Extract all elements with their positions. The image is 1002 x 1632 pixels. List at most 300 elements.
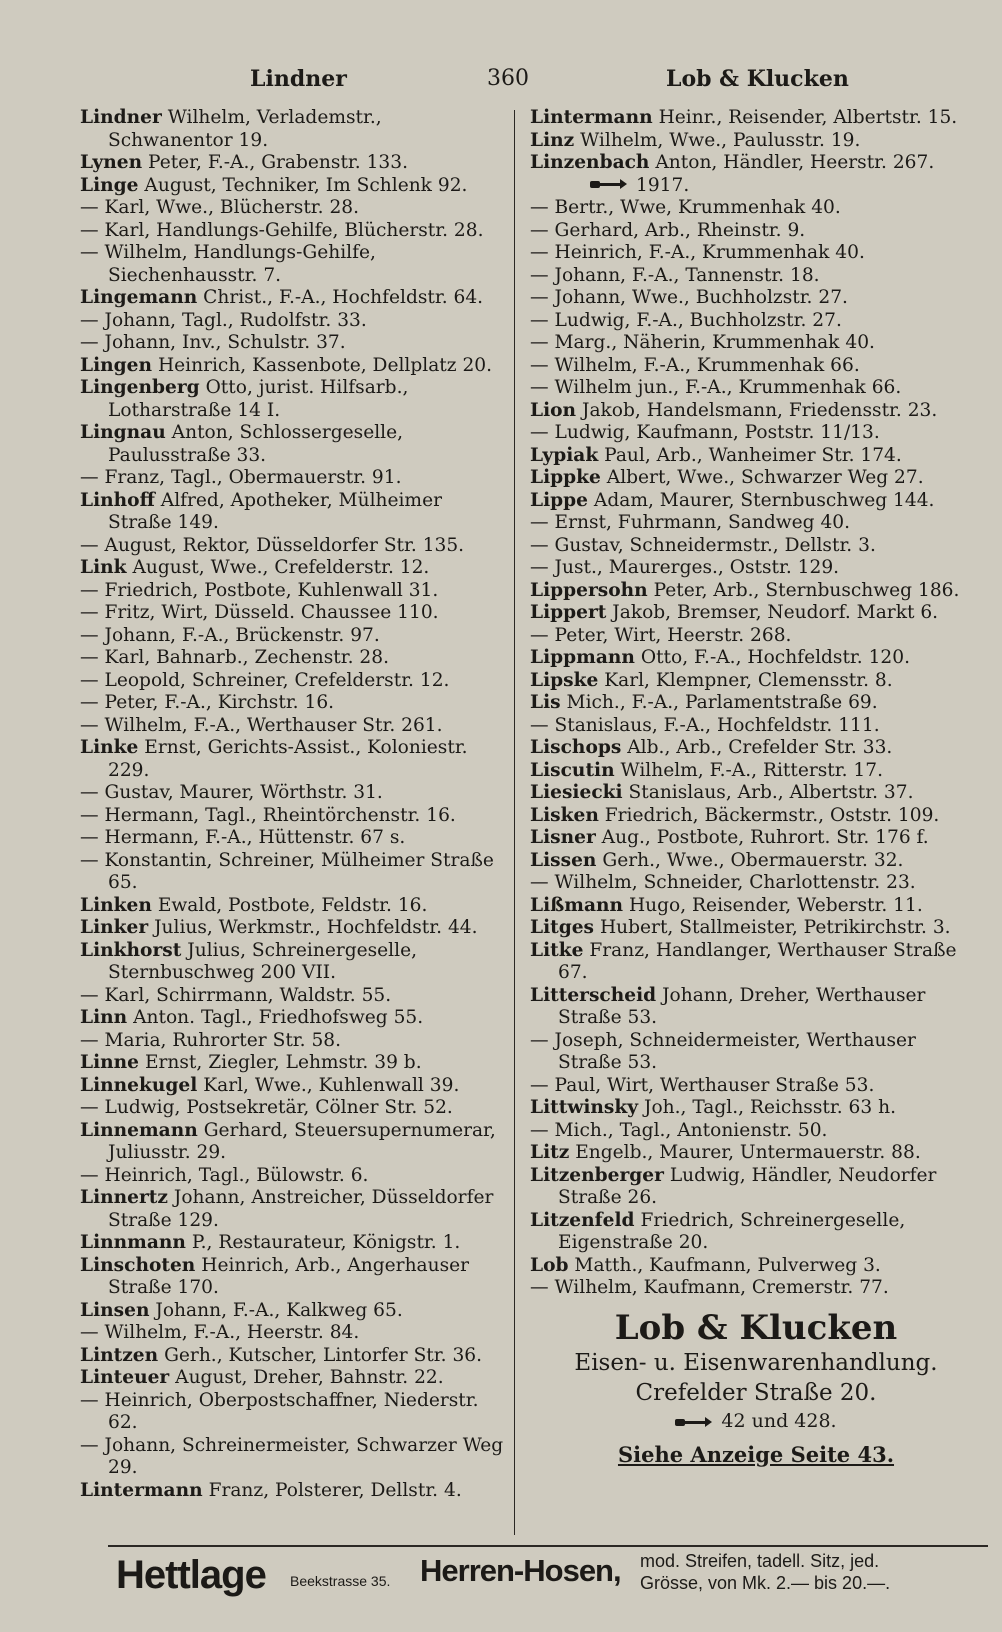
entry-surname: Linge: [80, 174, 139, 196]
entry-details: Wilhelm, F.-A., Heerstr. 84.: [104, 1322, 360, 1343]
entry-details: Christ., F.-A., Hochfeldstr. 64.: [203, 287, 484, 308]
ditto-dash: —: [80, 692, 99, 713]
header-right-keyword: Lob & Klucken: [666, 66, 849, 92]
directory-entry: [80, 1390, 510, 1435]
entry-surname: Linker: [80, 917, 149, 938]
entry-details: Johann, F.-A., Tannenstr. 18.: [554, 264, 820, 286]
entry-details: Wilhelm jun., F.-A., Krummenhak 66.: [554, 377, 902, 398]
entry-details: Johann, F.-A., Kalkweg 65.: [155, 1299, 403, 1321]
directory-entry: [80, 580, 510, 603]
directory-entry: [530, 917, 982, 940]
directory-entry: [530, 805, 982, 828]
entry-surname: Linnekugel: [80, 1074, 198, 1096]
directory-entry: [530, 467, 982, 490]
ad-line-2: Crefelder Straße 20.: [635, 1379, 877, 1406]
entry-details: Leopold, Schreiner, Crefelderstr. 12.: [104, 669, 450, 691]
ditto-dash: —: [80, 849, 99, 871]
entry-details: Stanislaus, Arb., Albertstr. 37.: [628, 782, 914, 803]
entry-details: Maria, Ruhrorter Str. 58.: [104, 1029, 342, 1051]
entry-surname: Lintermann: [530, 107, 653, 128]
directory-entry: [80, 1120, 510, 1165]
directory-entry: [530, 1210, 982, 1255]
entry-details: Friedrich, Schreinergeselle, Eigenstraße 20.: [558, 1209, 906, 1253]
directory-entry: [80, 647, 510, 670]
directory-entry: [80, 1480, 510, 1503]
directory-entry: [80, 197, 510, 220]
entry-details: Heinrich, Kassenbote, Dellplatz 20.: [157, 354, 493, 376]
directory-entry: [530, 332, 982, 355]
entry-details: Adam, Maurer, Sternbuschweg 144.: [593, 489, 935, 511]
ditto-dash: —: [80, 242, 99, 263]
entry-surname: Lis: [530, 692, 561, 713]
entry-surname: Lisken: [530, 804, 599, 826]
entry-details: Peter, F.-A., Grabenstr. 133.: [148, 152, 408, 173]
entry-details: Heinrich, Oberpostschaffner, Niederstr. 62.: [104, 1389, 479, 1433]
entry-details: Bertr., Wwe, Krummenhak 40.: [554, 197, 841, 218]
directory-entry: [80, 1097, 510, 1120]
directory-entry: [530, 310, 982, 333]
entry-surname: Lißmann: [530, 894, 624, 916]
entry-details: Wilhelm, Wwe., Paulusstr. 19.: [580, 129, 861, 151]
ditto-dash: —: [530, 354, 549, 376]
telephone-icon: [590, 177, 628, 191]
directory-entry: [80, 1322, 510, 1345]
entry-surname: Linhoff: [80, 489, 155, 511]
directory-entry: [530, 715, 982, 738]
directory-entry: [530, 872, 982, 895]
entry-details: Ewald, Postbote, Feldstr. 16.: [157, 894, 428, 916]
entry-details: Ludwig, Händler, Neudorfer Straße 26.: [558, 1164, 937, 1208]
entry-details: Franz, Handlanger, Werthauser Straße 67.: [558, 939, 957, 983]
entry-details: Otto, F.-A., Hochfeldstr. 120.: [640, 647, 911, 668]
ditto-dash: —: [530, 309, 549, 331]
entry-surname: Lingenberg: [80, 377, 200, 398]
entry-details: Heinrich, Arb., Angerhauser Straße 170.: [108, 1254, 470, 1298]
entry-details: Ernst, Ziegler, Lehmstr. 39 b.: [144, 1052, 422, 1073]
directory-entry: [80, 1075, 510, 1098]
entry-surname: Linteuer: [80, 1367, 170, 1388]
directory-entry: [530, 512, 982, 535]
entry-details: Just., Maurerges., Oststr. 129.: [554, 557, 840, 578]
entry-details: Anton. Tagl., Friedhofsweg 55.: [133, 1007, 424, 1028]
entry-details: Wilhelm, Verlademstr., Schwanentor 19.: [108, 107, 382, 151]
header-left-keyword: Lindner: [250, 66, 347, 92]
entry-surname: Litke: [530, 939, 584, 961]
entry-surname: Litz: [530, 1142, 570, 1163]
entry-surname: Linzenbach: [530, 152, 650, 173]
footer-product: Herren-Hosen,: [420, 1553, 621, 1588]
directory-entry: [530, 377, 982, 400]
entry-surname: Lipske: [530, 669, 599, 691]
entry-details: Ludwig, Kaufmann, Poststr. 11/13.: [554, 422, 880, 443]
entry-details: Karl, Handlungs-Gehilfe, Blücherstr. 28.: [104, 219, 484, 241]
entry-surname: Linz: [530, 129, 575, 151]
entry-surname: Lisner: [530, 827, 596, 848]
ditto-dash: —: [80, 782, 99, 803]
directory-entry: [80, 152, 510, 175]
ditto-dash: —: [80, 602, 99, 623]
entry-surname: Liesiecki: [530, 782, 623, 803]
entry-details: Karl, Wwe., Kuhlenwall 39.: [203, 1074, 460, 1096]
directory-entry: [80, 310, 510, 333]
ditto-dash: —: [80, 534, 99, 556]
directory-entry: [530, 580, 982, 603]
footer-details-2: Grösse, von Mk. 2.— bis 20.—.: [640, 1573, 891, 1593]
directory-entry: [80, 1052, 510, 1075]
ditto-dash: —: [530, 1119, 549, 1141]
entry-details: Friedrich, Bäckermstr., Oststr. 109.: [604, 804, 940, 826]
directory-entry: [530, 1142, 982, 1165]
entry-details: Engelb., Maurer, Untermauerstr. 88.: [575, 1142, 921, 1163]
entry-details: August, Wwe., Crefelderstr. 12.: [132, 557, 430, 578]
directory-entry: [530, 647, 982, 670]
footer-advertisement: [108, 1545, 988, 1605]
entry-details: Otto, jurist. Hilfsarb., Lotharstraße 14 I.: [108, 377, 409, 421]
directory-entry: [530, 895, 982, 918]
entry-surname: Linnemann: [80, 1119, 198, 1141]
entry-surname: Lingemann: [80, 287, 198, 308]
directory-entry: [530, 850, 982, 873]
directory-entry: [530, 535, 982, 558]
ditto-dash: —: [530, 1277, 549, 1298]
directory-entry: [80, 490, 510, 535]
directory-entry: [530, 1165, 982, 1210]
entry-details: Hubert, Stallmeister, Petrikirchstr. 3.: [599, 917, 951, 938]
directory-entry: [80, 1232, 510, 1255]
directory-entry: [530, 107, 982, 130]
entry-details: Johann, Tagl., Rudolfstr. 33.: [104, 309, 367, 331]
directory-entry: [530, 220, 982, 243]
entry-surname: Lissen: [530, 849, 597, 871]
entry-details: P., Restaurateur, Königstr. 1.: [191, 1232, 461, 1253]
entry-details: Gustav, Schneidermstr., Dellstr. 3.: [554, 534, 876, 556]
ditto-dash: —: [80, 579, 99, 601]
entry-surname: Litges: [530, 917, 595, 938]
entry-details: Wilhelm, F.-A., Krummenhak 66.: [554, 354, 860, 376]
directory-entry: [80, 535, 510, 558]
entry-details: Mich., Tagl., Antonienstr. 50.: [554, 1119, 828, 1141]
entry-details: Johann, Wwe., Buchholzstr. 27.: [554, 287, 848, 308]
entry-details: Alb., Arb., Crefelder Str. 33.: [627, 737, 893, 758]
directory-entry: [530, 737, 982, 760]
entry-details: Franz, Polsterer, Dellstr. 4.: [208, 1479, 462, 1501]
directory-entry: [530, 1277, 982, 1300]
directory-entry: [80, 1367, 510, 1390]
entry-details: Ernst, Gerichts-Assist., Koloniestr. 229.: [108, 737, 468, 781]
ditto-dash: —: [80, 1164, 99, 1186]
entry-details: Peter, Wirt, Heerstr. 268.: [554, 624, 792, 646]
entry-surname: Liscutin: [530, 759, 615, 781]
ad-line-1: Eisen- u. Eisenwarenhandlung.: [574, 1349, 938, 1376]
entry-surname: Litzenberger: [530, 1164, 664, 1186]
entry-details: Wilhelm, Kaufmann, Cremerstr. 77.: [554, 1277, 889, 1298]
entry-details: Ludwig, F.-A., Buchholzstr. 27.: [554, 309, 842, 331]
entry-details: Paul, Wirt, Werthauser Straße 53.: [554, 1074, 875, 1096]
entry-surname: Lintermann: [80, 1479, 203, 1501]
directory-entry: [530, 355, 982, 378]
entry-details: Peter, F.-A., Kirchstr. 16.: [104, 692, 335, 713]
directory-entry: [80, 175, 510, 198]
ditto-dash: —: [530, 512, 549, 533]
directory-entry: [530, 152, 982, 175]
entry-details: August, Dreher, Bahnstr. 22.: [175, 1367, 444, 1388]
entry-surname: Linnertz: [80, 1187, 168, 1208]
entry-details: Heinr., Reisender, Albertstr. 15.: [658, 107, 958, 128]
entry-surname: Lingen: [80, 354, 153, 376]
ditto-dash: —: [80, 467, 99, 488]
entry-details: 1917.: [636, 174, 690, 196]
entry-details: Stanislaus, F.-A., Hochfeldstr. 111.: [554, 714, 880, 736]
directory-entry: [80, 355, 510, 378]
entry-surname: Linn: [80, 1007, 128, 1028]
directory-entry: [530, 1030, 982, 1075]
directory-entry: [530, 625, 982, 648]
directory-entry: [530, 602, 982, 625]
directory-entry: [80, 220, 510, 243]
entry-surname: Lynen: [80, 152, 143, 173]
entry-surname: Linken: [80, 894, 152, 916]
directory-entry: [530, 1120, 982, 1143]
ditto-dash: —: [530, 534, 549, 556]
entry-details: Ernst, Fuhrmann, Sandweg 40.: [554, 512, 851, 533]
directory-entry: [530, 692, 982, 715]
directory-entry: [530, 400, 982, 423]
ditto-dash: —: [80, 197, 99, 218]
ditto-dash: —: [530, 197, 549, 218]
directory-entry: [80, 107, 510, 152]
entry-surname: Linkhorst: [80, 939, 182, 961]
ditto-dash: —: [530, 219, 549, 241]
entry-details: Jakob, Bremser, Neudorf. Markt 6.: [612, 602, 939, 623]
entry-details: Johann, Dreher, Werthauser Straße 53.: [558, 984, 926, 1028]
ad-see-reference: Siehe Anzeige Seite 43.: [617, 1441, 895, 1467]
ad-phone-line: [530, 1408, 982, 1434]
ditto-dash: —: [80, 624, 99, 646]
directory-entry: [530, 940, 982, 985]
entry-details: Marg., Näherin, Krummenhak 40.: [554, 332, 875, 353]
directory-entry: [530, 827, 982, 850]
entry-details: Gerh., Wwe., Obermauerstr. 32.: [602, 849, 904, 871]
ditto-dash: —: [80, 1434, 99, 1456]
right-column-entries: [530, 107, 982, 1300]
entry-details: Hugo, Reisender, Weberstr. 11.: [628, 894, 923, 916]
entry-details: Johann, Anstreicher, Düsseldorfer Straße 129.: [108, 1187, 494, 1231]
ditto-dash: —: [80, 1029, 99, 1051]
directory-entry: [530, 422, 982, 445]
ditto-dash: —: [80, 714, 99, 736]
entry-details: Julius, Schreinergeselle, Sternbuschweg 200 VII.: [108, 939, 417, 983]
entry-details: Friedrich, Postbote, Kuhlenwall 31.: [104, 579, 439, 601]
entry-surname: Link: [80, 557, 127, 578]
ditto-dash: —: [80, 332, 99, 353]
directory-entry: [80, 625, 510, 648]
directory-entry: [530, 265, 982, 288]
ditto-dash: —: [80, 647, 99, 668]
directory-entry: [80, 940, 510, 985]
entry-details: Paul, Arb., Wanheimer Str. 174.: [604, 444, 902, 466]
entry-details: Konstantin, Schreiner, Mülheimer Straße 65.: [104, 849, 494, 893]
entry-surname: Linke: [80, 737, 139, 758]
directory-entry: [80, 1030, 510, 1053]
ad-firm-name: Lob & Klucken: [614, 1307, 898, 1348]
directory-entry: [80, 1187, 510, 1232]
entry-surname: Lingnau: [80, 422, 166, 443]
entry-surname: Litterscheid: [530, 984, 657, 1006]
directory-entry: [530, 197, 982, 220]
entry-details: Aug., Postbote, Ruhrort. Str. 176 f.: [601, 827, 929, 848]
entry-details: Gerh., Kutscher, Lintorfer Str. 36.: [164, 1344, 483, 1366]
entry-details: Karl, Klempner, Clemensstr. 8.: [604, 669, 893, 691]
entry-surname: Lippmann: [530, 647, 635, 668]
directory-entry: [80, 1007, 510, 1030]
entry-details: Alfred, Apotheker, Mülheimer Straße 149.: [108, 489, 442, 533]
entry-surname: Lindner: [80, 107, 162, 128]
ditto-dash: —: [530, 714, 549, 736]
directory-entry: [530, 1097, 982, 1120]
ditto-dash: —: [80, 1322, 99, 1343]
ditto-dash: —: [80, 309, 99, 331]
entry-surname: Littwinsky: [530, 1097, 639, 1118]
directory-entry: [80, 917, 510, 940]
directory-entry: [80, 557, 510, 580]
ditto-dash: —: [80, 1097, 99, 1118]
entry-details: Fritz, Wirt, Düsseld. Chaussee 110.: [104, 602, 439, 623]
entry-details: Gustav, Maurer, Wörthstr. 31.: [104, 782, 383, 803]
entry-details: Gerhard, Arb., Rheinstr. 9.: [554, 219, 806, 241]
entry-details: Hermann, F.-A., Hüttenstr. 67 s.: [104, 827, 406, 848]
ad-phone-number: 42 und 428.: [721, 1409, 837, 1432]
entry-details: Anton, Schlossergeselle, Paulusstraße 33.: [108, 422, 404, 466]
ditto-dash: —: [80, 804, 99, 826]
column-divider: [514, 110, 515, 1535]
directory-entry: [80, 1435, 510, 1480]
entry-details: Wilhelm, F.-A., Ritterstr. 17.: [620, 759, 883, 781]
entry-details: Karl, Schirrmann, Waldstr. 55.: [104, 984, 392, 1006]
directory-entry: [530, 1255, 982, 1278]
ditto-dash: —: [530, 332, 549, 353]
directory-entry: [80, 332, 510, 355]
directory-entry: [80, 895, 510, 918]
entry-surname: Lob: [530, 1254, 569, 1276]
directory-entry: [80, 692, 510, 715]
ditto-dash: —: [530, 264, 549, 286]
telephone-icon: [675, 1415, 713, 1429]
footer-brand: Hettlage: [116, 1553, 266, 1597]
ditto-dash: —: [530, 242, 549, 263]
entry-surname: Lippe: [530, 489, 588, 511]
ditto-dash: —: [80, 827, 99, 848]
entry-details: Mich., F.-A., Parlamentstraße 69.: [566, 692, 878, 713]
entry-details: Heinrich, Tagl., Bülowstr. 6.: [104, 1164, 369, 1186]
directory-entry: [80, 287, 510, 310]
entry-details: Karl, Bahnarb., Zechenstr. 28.: [104, 647, 389, 668]
page-header: [0, 56, 1002, 96]
entry-surname: Lintzen: [80, 1344, 159, 1366]
entry-details: Hermann, Tagl., Rheintörchenstr. 16.: [104, 804, 456, 826]
entry-details: Peter, Arb., Sternbuschweg 186.: [653, 579, 960, 601]
right-column: [530, 107, 982, 1470]
entry-surname: Linne: [80, 1052, 140, 1073]
entry-details: Johann, Inv., Schulstr. 37.: [104, 332, 346, 353]
directory-entry: [530, 1075, 982, 1098]
entry-details: Karl, Wwe., Blücherstr. 28.: [104, 197, 360, 218]
entry-details: Gerhard, Steuersupernumerar, Juliusstr. 29.: [108, 1119, 496, 1163]
entry-details: Jakob, Handelsmann, Friedensstr. 23.: [581, 399, 938, 421]
entry-surname: Lippersohn: [530, 579, 648, 601]
entry-surname: Lischops: [530, 737, 622, 758]
directory-entry: [530, 985, 982, 1030]
entry-details: Wilhelm, F.-A., Werthauser Str. 261.: [104, 714, 443, 736]
footer-address: Beekstrasse 35.: [290, 1573, 391, 1589]
entry-surname: Lippert: [530, 602, 607, 623]
entry-details: Albert, Wwe., Schwarzer Weg 27.: [606, 467, 924, 488]
entry-details: Joseph, Schneidermeister, Werthauser Straße 53.: [554, 1029, 916, 1073]
directory-entry: [80, 827, 510, 850]
entry-details: Franz, Tagl., Obermauerstr. 91.: [104, 467, 402, 488]
directory-entry: [80, 715, 510, 738]
ditto-dash: —: [80, 669, 99, 691]
directory-entry: [80, 850, 510, 895]
entry-details: Ludwig, Postsekretär, Cölner Str. 52.: [104, 1097, 453, 1118]
directory-entry: [530, 490, 982, 513]
ditto-dash: —: [530, 287, 549, 308]
entry-details: August, Rektor, Düsseldorfer Str. 135.: [104, 534, 465, 556]
directory-entry: [530, 760, 982, 783]
directory-entry: [80, 1255, 510, 1300]
ditto-dash: —: [530, 1029, 549, 1051]
directory-entry: [530, 175, 982, 198]
directory-entry: [80, 602, 510, 625]
ditto-dash: —: [530, 624, 549, 646]
directory-entry: [80, 737, 510, 782]
directory-entry: [80, 242, 510, 287]
ditto-dash: —: [80, 984, 99, 1006]
footer-details-1: mod. Streifen, tadell. Sitz, jed.: [640, 1551, 880, 1571]
left-column: [80, 107, 510, 1502]
entry-details: Johann, Schreinermeister, Schwarzer Weg 29.: [104, 1434, 504, 1478]
directory-entry: [530, 557, 982, 580]
directory-entry: [80, 1300, 510, 1323]
entry-details: Heinrich, F.-A., Krummenhak 40.: [554, 242, 865, 263]
directory-entry: [80, 1165, 510, 1188]
ditto-dash: —: [80, 1389, 99, 1411]
entry-surname: Litzenfeld: [530, 1209, 635, 1231]
entry-surname: Linsen: [80, 1299, 150, 1321]
directory-entry: [80, 805, 510, 828]
ditto-dash: —: [530, 557, 549, 578]
entry-details: Wilhelm, Handlungs-Gehilfe, Siechenhausstr. 7.: [104, 242, 376, 286]
ditto-dash: —: [530, 872, 549, 893]
ditto-dash: —: [80, 219, 99, 241]
ditto-dash: —: [530, 422, 549, 443]
entry-details: August, Techniker, Im Schlenk 92.: [144, 174, 468, 196]
directory-entry: [80, 985, 510, 1008]
directory-entry: [80, 782, 510, 805]
directory-entry: [530, 782, 982, 805]
entry-surname: Lippke: [530, 467, 601, 488]
entry-surname: Lion: [530, 399, 577, 421]
entry-details: Johann, F.-A., Brückenstr. 97.: [104, 624, 380, 646]
entry-surname: Linnmann: [80, 1232, 186, 1253]
entry-details: Matth., Kaufmann, Pulverweg 3.: [574, 1254, 881, 1276]
directory-entry: [530, 130, 982, 153]
entry-details: Joh., Tagl., Reichsstr. 63 h.: [643, 1097, 896, 1118]
directory-entry: [530, 445, 982, 468]
entry-surname: Lypiak: [530, 444, 599, 466]
directory-entry: [80, 377, 510, 422]
entry-details: Julius, Werkmstr., Hochfeldstr. 44.: [154, 917, 478, 938]
advertisement: [530, 1308, 982, 1470]
